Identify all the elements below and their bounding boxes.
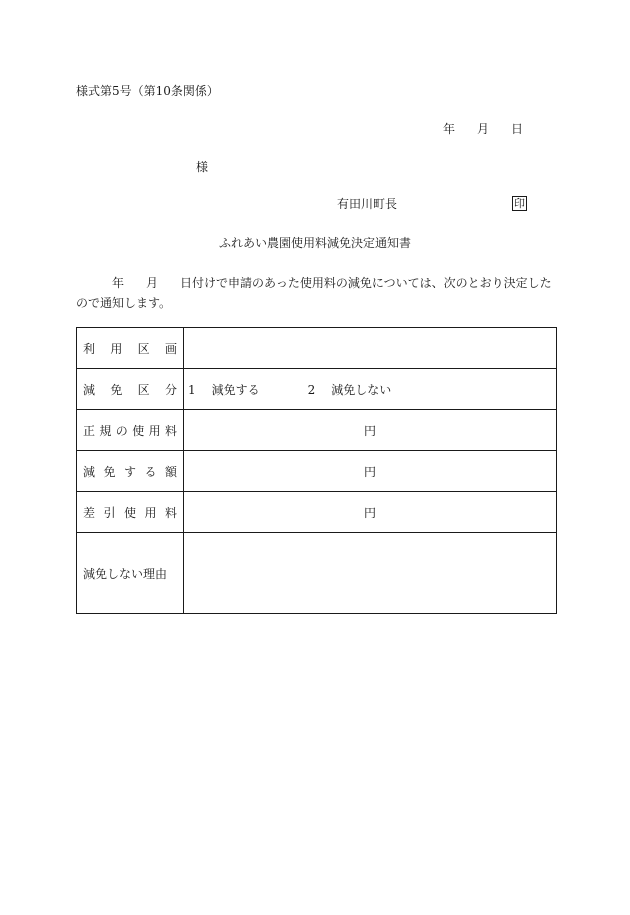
net-fee-value: 円 [184,492,557,533]
date-year-label: 年 [443,122,456,136]
row-label-regular-fee: 正規の使用料 [77,410,184,451]
table-row [77,451,557,492]
row-label-no-reduction-reason: 減免しない理由 [77,533,184,614]
body-year-label: 年 [112,276,125,290]
issuer-title: 有田川町長 [337,197,398,211]
body-text: 日付けで申請のあった使用料の減免については、次のとおり決定したので通知します。 [76,276,552,310]
option-2-number: 2 [307,382,316,397]
option-1-number: 1 [188,382,196,397]
table-row [77,328,557,369]
date-day-label: 日 [511,122,524,136]
reduced-amount-value: 円 [184,451,557,492]
table-row [77,369,557,410]
row-label-reduction-type: 減免区分 [77,369,184,410]
table-row [77,533,557,614]
reduction-options-cell [184,369,557,410]
table-row [77,492,557,533]
regular-fee-value: 円 [184,410,557,451]
row-label-plot: 利用区画 [77,328,184,369]
row-label-reduced-amount: 減免する額 [77,451,184,492]
recipient-honorific: 様 [196,160,209,174]
document-title: ふれあい農園使用料減免決定通知書 [218,236,411,250]
notice-table [76,327,557,614]
date-line [443,123,523,135]
option-2-text: 減免しない [331,382,392,397]
no-reduction-reason-cell [184,533,557,614]
form-number: 様式第5号（第10条関係） [76,84,219,98]
table-row [77,410,557,451]
body-month-label: 月 [146,276,159,290]
seal-mark: 印 [514,197,525,210]
date-month-label: 月 [477,122,490,136]
body-paragraph [76,273,556,313]
option-1-text: 減免する [211,382,260,397]
row-label-net-fee: 差引使用料 [77,492,184,533]
plot-value-cell [184,328,557,369]
